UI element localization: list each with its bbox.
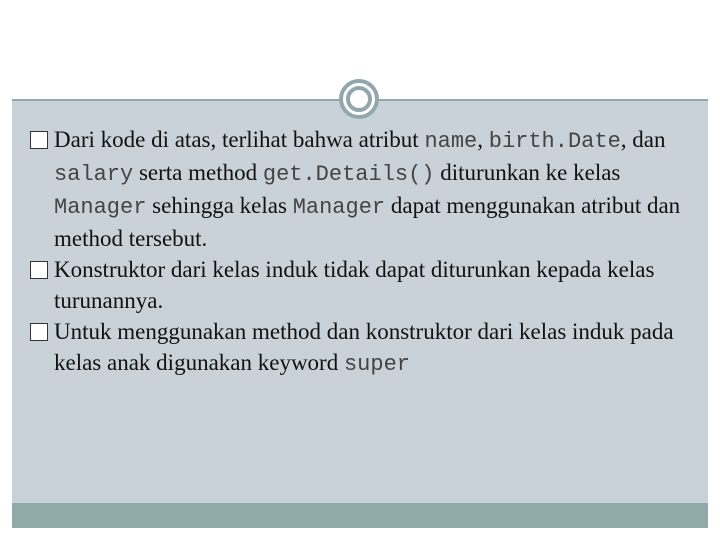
code-term: get.Details(): [262, 162, 435, 187]
bullet-text-segment: ,: [477, 127, 489, 152]
bullet-text-segment: Konstruktor dari kelas induk tidak dapat diturunkan kepada kelas turunannya.: [54, 257, 655, 313]
bullet-item: [30, 254, 700, 316]
bullet-text-segment: serta method: [133, 160, 263, 185]
bullet-list: [30, 124, 700, 380]
bullet-text-segment: diturunkan ke kelas: [434, 160, 621, 185]
bullet-text-segment: dapat menggunakan atribut dan method tersebut.: [54, 193, 681, 251]
bullet-text-segment: Dari kode di atas, terlihat bahwa atribut: [54, 127, 425, 152]
bullet-square-icon: [30, 131, 48, 149]
bullet-text-segment: sehingga kelas: [146, 193, 293, 218]
code-term: Manager: [292, 195, 386, 220]
code-term: salary: [54, 162, 134, 187]
bullet-square-icon: [30, 323, 48, 341]
bullet-text: [54, 319, 674, 375]
bullet-text: [54, 127, 680, 251]
bullet-text: [54, 257, 654, 313]
code-term: name: [424, 129, 478, 154]
bullet-item: [30, 316, 700, 380]
code-term: super: [343, 352, 410, 377]
code-term: Manager: [54, 195, 147, 220]
code-term: birth.Date: [488, 129, 621, 154]
bullet-text-segment: Untuk menggunakan method dan konstruktor dari kelas induk pada kelas anak digunakan keyword: [54, 319, 674, 375]
slide-footer: [12, 503, 708, 528]
circle-ornament-icon: [339, 79, 379, 119]
bullet-text-segment: , dan: [620, 127, 666, 152]
bullet-item: [30, 124, 700, 254]
bullet-square-icon: [30, 261, 48, 279]
